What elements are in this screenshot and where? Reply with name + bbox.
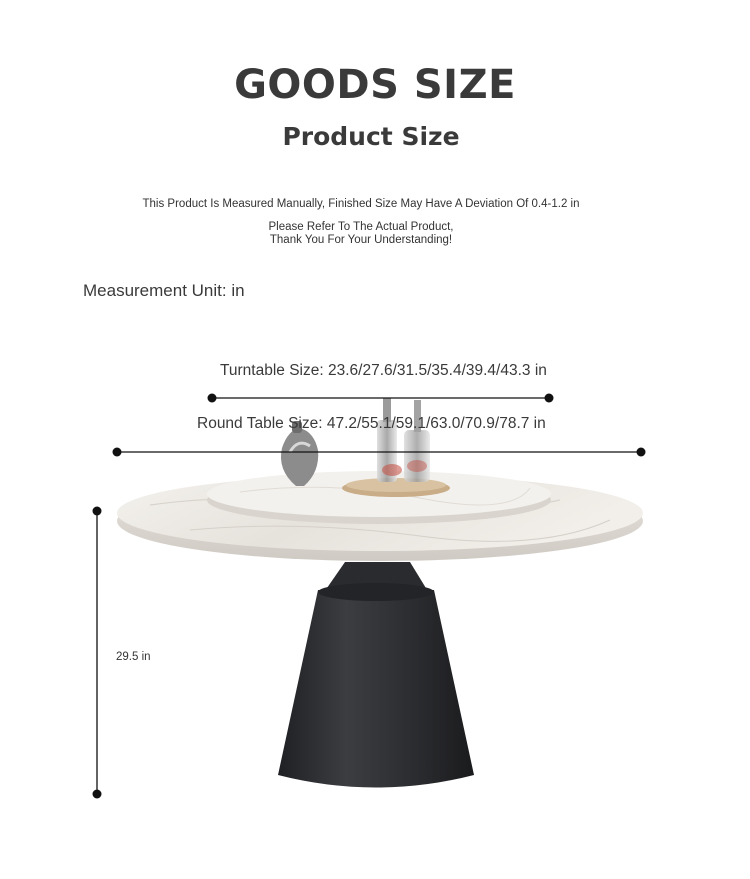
refer-note-line2: Thank You For Your Understanding! <box>269 234 453 246</box>
turntable-size-label: Turntable Size: 23.6/27.6/31.5/35.4/39.4/43.3 in <box>220 362 547 379</box>
page-title: GOODS SIZE <box>234 62 516 108</box>
refer-note-line1: Please Refer To The Actual Product, <box>268 221 454 233</box>
page-subtitle: Product Size <box>282 122 460 151</box>
height-dimension-line <box>93 507 102 799</box>
turntable-dimension-line <box>208 394 554 403</box>
table-height-label: 29.5 in <box>116 651 151 663</box>
glass-bottles <box>377 398 430 482</box>
table-base <box>278 562 474 788</box>
decor-tray <box>342 478 450 497</box>
measurement-disclaimer: This Product Is Measured Manually, Finished Size May Have A Deviation Of 0.4-1.2 in <box>142 198 580 210</box>
round-table-size-label: Round Table Size: 47.2/55.1/59.1/63.0/70.9/78.7 in <box>197 415 546 432</box>
measurement-unit-label: Measurement Unit: in <box>83 281 245 300</box>
